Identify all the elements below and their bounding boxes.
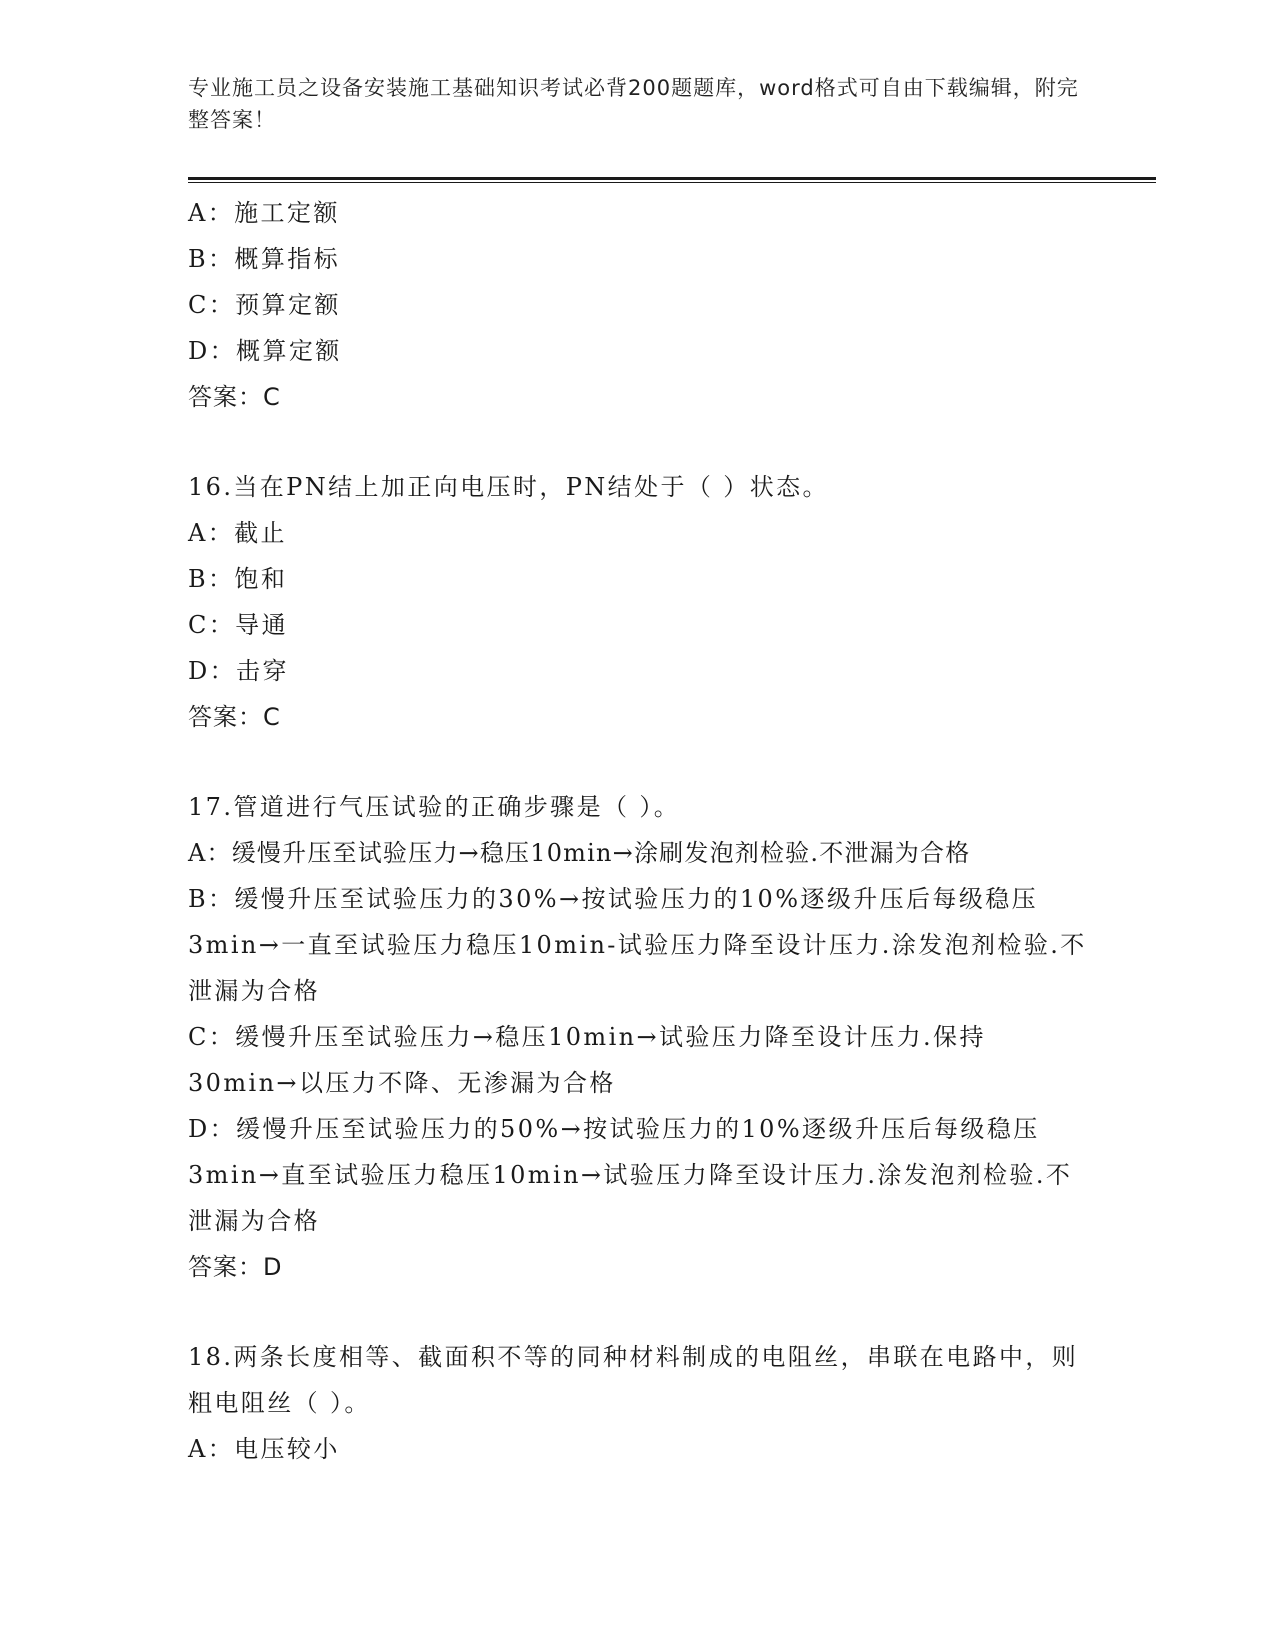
document-header — [188, 72, 1088, 136]
question-stem: 18.两条长度相等、截面积不等的同种材料制成的电阻丝，串联在电路中，则粗电阻丝（ ）。 — [188, 1343, 1079, 1417]
answer-line: 答案：C — [188, 383, 281, 411]
question-15 — [188, 190, 1088, 420]
question-stem: 16.当在PN结上加正向电压时，PN结处于（ ）状态。 — [188, 473, 829, 501]
spacer — [188, 1290, 1088, 1334]
header-title: 专业施工员之设备安装施工基础知识考试必背200题题库，word格式可自由下载编辑，附完整答案！ — [188, 76, 1079, 132]
header-divider-thick — [188, 177, 1156, 180]
header-divider-thin — [188, 182, 1156, 183]
question-17 — [188, 784, 1088, 1290]
option-d: D：概算定额 — [188, 337, 342, 365]
question-18 — [188, 1334, 1088, 1472]
option-d: D：缓慢升压至试验压力的50%→按试验压力的10%逐级升压后每级稳压3min→直至试验压力稳压10min→试验压力降至设计压力.涂发泡剂检验.不泄漏为合格 — [188, 1115, 1073, 1235]
option-a: A：缓慢升压至试验压力→稳压10min→涂刷发泡剂检验.不泄漏为合格 — [188, 839, 971, 867]
option-c: C：导通 — [188, 611, 288, 639]
answer-line: 答案：C — [188, 703, 281, 731]
option-a: A：电压较小 — [188, 1435, 340, 1463]
answer-line: 答案：D — [188, 1253, 283, 1281]
option-c: C：缓慢升压至试验压力→稳压10min→试验压力降至设计压力.保持30min→以压力不降、无渗漏为合格 — [188, 1023, 986, 1097]
question-stem: 17.管道进行气压试验的正确步骤是（ ）。 — [188, 793, 681, 821]
spacer — [188, 740, 1088, 784]
option-a: A：截止 — [188, 519, 287, 547]
option-a: A：施工定额 — [188, 199, 340, 227]
option-b: B：饱和 — [188, 565, 288, 593]
spacer — [188, 420, 1088, 464]
option-b: B：缓慢升压至试验压力的30%→按试验压力的10%逐级升压后每级稳压3min→一直至试验压力稳压10min-试验压力降至设计压力.涂发泡剂检验.不泄漏为合格 — [188, 885, 1087, 1005]
question-16 — [188, 464, 1088, 740]
option-d: D：击穿 — [188, 657, 289, 685]
option-c: C：预算定额 — [188, 291, 341, 319]
option-b: B：概算指标 — [188, 245, 341, 273]
question-list — [188, 190, 1088, 1472]
